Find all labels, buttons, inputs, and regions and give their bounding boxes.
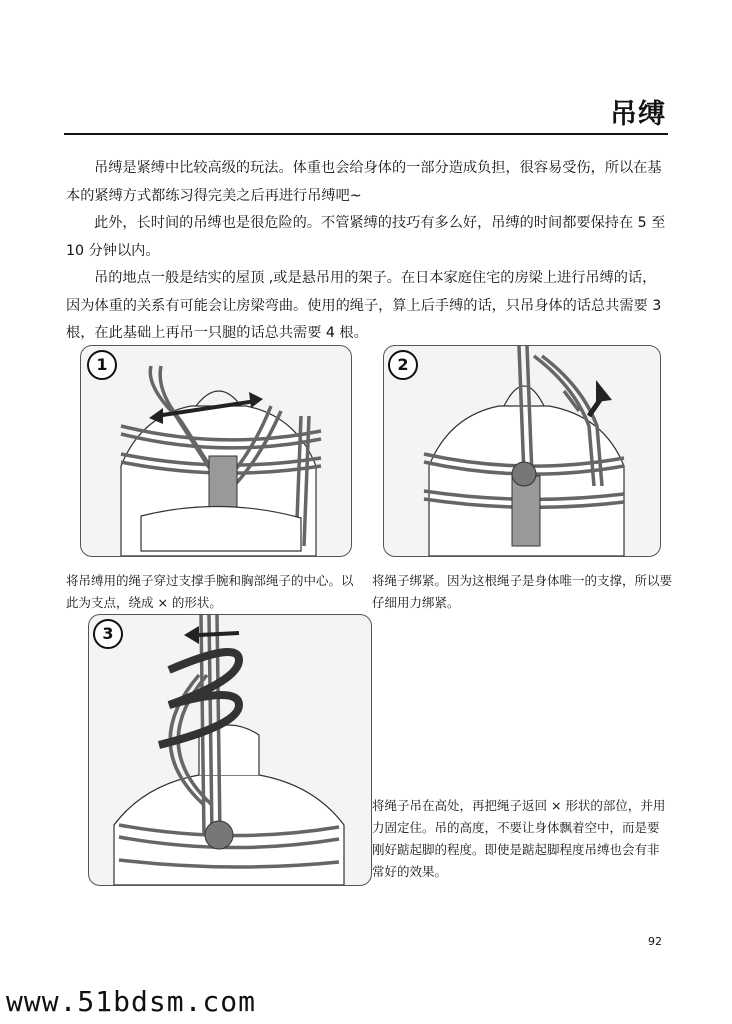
step-3-caption: 将绳子吊在高处，再把绳子返回 × 形状的部位，并用力固定住。吊的高度，不要让身体飘着空中，而是要刚好踮起脚的程度。即使是踮起脚程度吊缚也会有非常好的效果。 — [372, 798, 666, 879]
paragraph-3: 吊的地点一般是结实的屋顶 ,或是悬吊用的架子。在日本家庭住宅的房梁上进行吊缚的话，因为体重的关系有可能会让房梁弯曲。使用的绳子，算上后手缚的话，只吊身体的话总共需要 3 根，在此基础上再吊一只腿的话总共需要 4 根。 — [66, 270, 662, 341]
step-1-number: 1 — [87, 350, 117, 380]
illustration-step-3 — [88, 614, 372, 886]
step-2-caption: 将绳子绑紧。因为这根绳子是身体唯一的支撑，所以要仔细用力绑紧。 — [372, 573, 673, 610]
step-1-drawing — [81, 346, 351, 556]
step-1-caption: 将吊缚用的绳子穿过支撑手腕和胸部绳子的中心。以此为支点，绕成 × 的形状。 — [66, 573, 354, 610]
step-2-number: 2 — [388, 350, 418, 380]
step-2-drawing — [384, 346, 660, 556]
illustration-step-1 — [80, 345, 352, 557]
title-rule — [64, 133, 668, 135]
watermark: www.51bdsm.com — [6, 985, 257, 1018]
page-title: 吊缚 — [610, 99, 666, 130]
step-3-drawing — [89, 615, 371, 885]
illustration-step-2 — [383, 345, 661, 557]
paragraph-1: 吊缚是紧缚中比较高级的玩法。体重也会给身体的一部分造成负担，很容易受伤，所以在基本的紧缚方式都练习得完美之后再进行吊缚吧~ — [66, 160, 662, 204]
body-text — [66, 155, 670, 348]
step-3-number: 3 — [93, 619, 123, 649]
page-number: 92 — [648, 935, 662, 948]
paragraph-2: 此外，长时间的吊缚也是很危险的。不管紧缚的技巧有多么好，吊缚的时间都要保持在 5 至 10 分钟以内。 — [66, 215, 666, 259]
